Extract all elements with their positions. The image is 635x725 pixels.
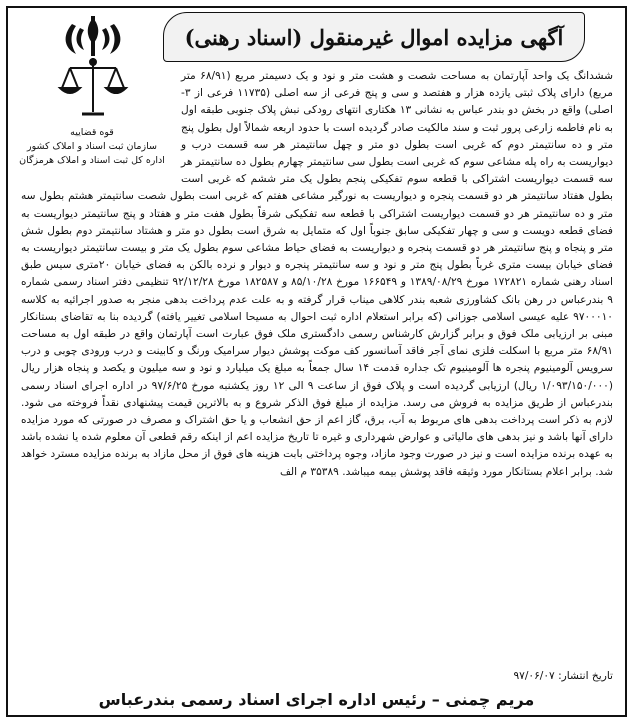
notice-title: آگهی مزایده اموال غیرمنقول (اسناد رهنی) [163,12,585,62]
emblem-caption-line-2: سازمان ثبت اسناد و املاک کشور [27,141,157,152]
emblem-caption-line-3: اداره کل ثبت اسناد و املاک هرمزگان [19,155,165,166]
signature: مریم چمنی – رئیس اداره اجرای اسناد رسمی بندرعباس [98,690,535,709]
publish-date: تاریخ انتشار: ۹۷/۰۶/۰۷ [513,670,613,682]
emblem-caption-line-1: قوه قضاییه [70,127,114,138]
notice-body-text: ششدانگ یک واحد آپارتمان به مساحت شصت و هشت متر و نود و یک دسیمتر مربع (۶۸/۹۱ متر مربع) دارای پلاک ثبتی یازده هزار و هفتصد و سی و پنج فرعی از سه اصلی (۱۱۷۳۵ فرعی از ۳-اصلی) واقع در بخش دو بندر عباس به نشانی ۱۳ هکتاری انتهای رودکی نبش پلاک جنوبی طبقه اول به نام فاطمه زارعی پرور ثبت و سند مالکیت صادر گردیده است با حدود اربعه شمالاً اول بطول پنج متر و ده سانتیمتر دوم که غربی است بطول دو متر و چهل سانتیمتر هر سه قسمت درب و دیواریست به راه پله مشاعی سوم که غربی است بطول سی سانتیمتر چهارم بطول ده سانتیمتر هر سه قسمت دیواریست اشتراکی با قطعه سوم تفکیکی پنجم بطول یک متر ششم که غربی است بطول هفتاد سانتیمتر هر دو قسمت پنجره و دیواریست به نورگیر مشاعی هفتم که غربی است بطول شصت سانتیمتر هشتم بطول سه متر و ده سانتیمتر هر دو قسمت دیواریست اشتراکی با قطعه سه تفکیکی شرقاً بطول هفت متر و هفتاد و پنج سانتیمتر دیواریست به فضای قطعه دویست و سی و چهار تفکیکی سابق جنوباً اول که متمایل به شرق است بطول دو متر و هشتاد سانتیمتر دوم بطول شش متر و پنجاه و پنج سانتیمتر هر دو قسمت پنجره و دیواریست به فضای حیاط مشاعی سوم بطول یک متر و بیست سانتیمتر دیواریست به فضای خیابان بیست متری غرباً بطول پنج متر و نود و سه سانتیمتر پنجره و دیوار و نرده بالکن به فضای خیابان ۲۰متری سیس طبق اسناد رهنی شماره ۱۷۲۸۲۱ مورخ ۱۳۸۹/۰۸/۲۹ و ۱۶۶۵۴۹ مورخ ۸۵/۱۰/۲۸ و ۱۸۲۵۸۷ مورخ ۹۲/۱۲/۲۸ تنظیمی دفتر اسناد رسمی شماره ۹ بندرعباس در رهن بانک کشاورزی شعبه بندر کلاهی میناب قرار گرفته و به علت عدم پرداخت بدهی منجر به صدور اجرائیه به کلاسه ۹۷۰۰۰۱۰ علیه عیسی اسلامی جوزانی (که برابر استعلام اداره ثبت احوال به مسیحا اسلامی تغییر یافته) گردیده بنا به تقاضای بستانکار مبنی بر ارزیابی ملک فوق و برابر گزارش کارشناس رسمی دادگستری ملک فوق عبارت است آپارتمان واقع در طبقه اول به مساحت ۶۸/۹۱ متر مربع با اسکلت فلزی نمای آجر فاقد آسانسور کف موکت پوشش دیوار سرامیک ورنگ و کابینت و درب ورودی چوبی و درب سرویس آلومینیوم پنجره ها آلومینیوم تک جداره قدمت ۱۴ سال جمعاً به مبلغ یک میلیارد و نود و سه میلیون و یکصد و پنجاه هزار ریال (۱/۰۹۳/۱۵۰/۰۰۰ ریال) ارزیابی گردیده است و پلاک فوق از ساعت ۹ الی ۱۲ روز یکشنبه مورخ ۹۷/۶/۲۵ در اداره اجرای اسناد رسمی بندرعباس از طریق مزایده به فروش می رسد. مزایده از مبلغ فوق الذکر شروع و به بالاترین قیمت پیشنهادی نقداً فروخته می شود. لازم به ذکر است پرداخت بدهی های مربوط به آب، برق، گاز اعم از حق انشعاب و یا حق اشتراک و مصرف در صورتی که مورد مزایده دارای آنها باشد و نیز بدهی های مالیاتی و عوارض شهرداری و غیره تا تاریخ مزایده اعم از اینکه رقم قطعی آن معلوم شده یا نشده باشد به عهده برنده مزایده است و نیز در صورت وجود مازاد، وجوه پرداختی بابت هزینه های فوق از محل مازاد به برنده مزایده مسترد خواهد شد. برابر اعلام بستانکار مورد وثیقه فاقد پوشش بیمه میباشد. ۳۵۳۸۹ م الف [21,70,614,478]
emblem-spacer [21,68,181,176]
notice-body [21,68,613,481]
notice-frame [6,6,627,717]
